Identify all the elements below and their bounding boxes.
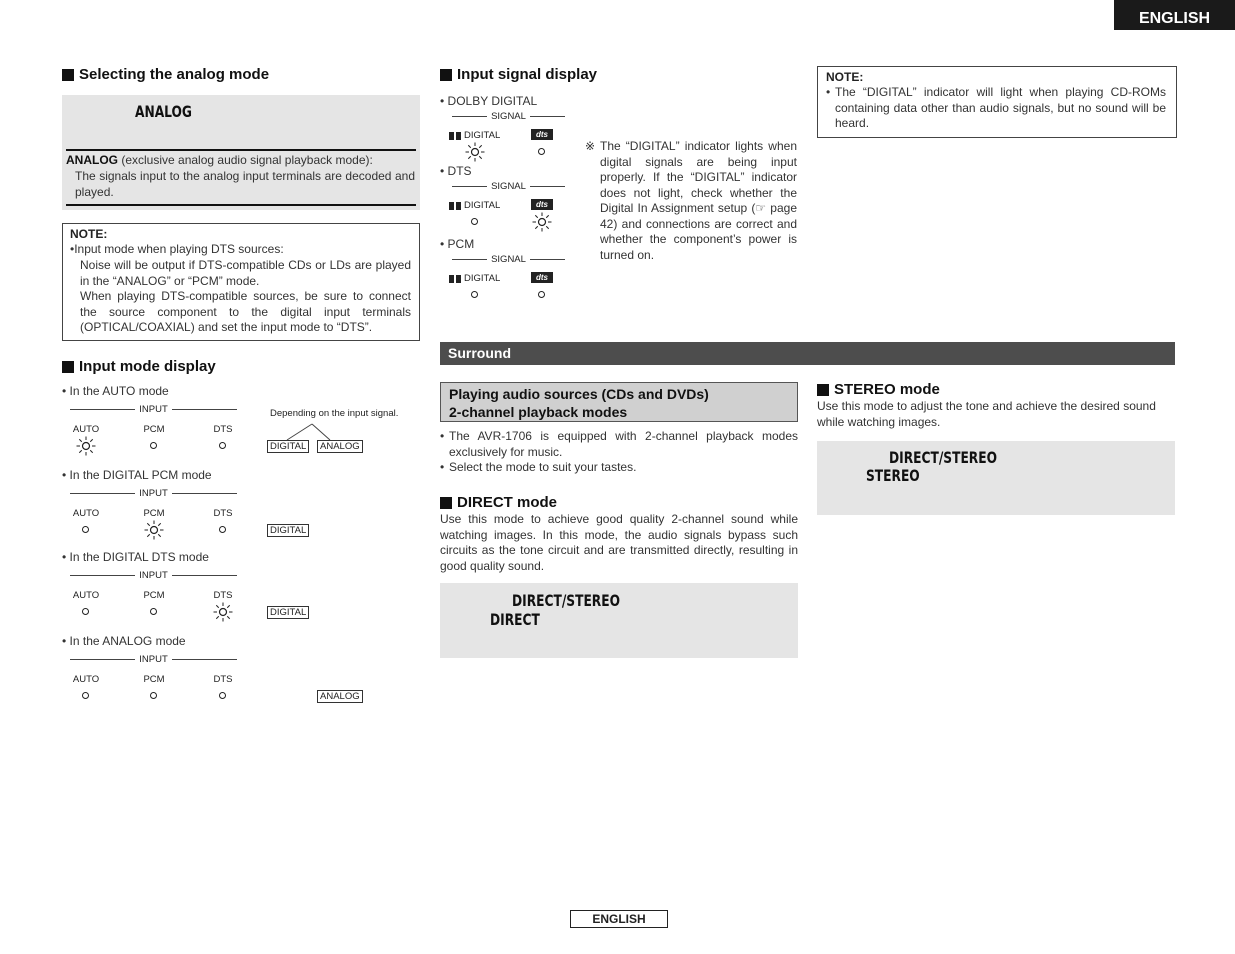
square-bullet-icon: [440, 69, 452, 81]
indicator-off-icon: [82, 608, 89, 615]
list-item: • Select the mode to suit your tastes.: [440, 460, 637, 474]
indicator-off-icon: [471, 291, 478, 298]
direct-display-box: [440, 583, 798, 658]
depending-note: Depending on the input signal.: [270, 408, 399, 419]
analog-desc-box: [62, 147, 420, 210]
square-bullet-icon: [62, 361, 74, 373]
signal-item-label: • DOLBY DIGITAL: [440, 94, 538, 108]
direct-mode-desc: Use this mode to achieve good quality 2-channel sound while watching images. In this mode, the audio signals bypass such circuits as the tone circuit and are transmitted directly, resulting in good quality sound.: [440, 512, 798, 573]
stereo-mode-heading: [817, 381, 940, 398]
divider: [66, 149, 416, 151]
dts-note-box: [62, 223, 420, 341]
analog-indicator-badge: ANALOG: [317, 440, 363, 453]
indicator-lit-icon: [143, 519, 165, 541]
indicator-label: PCM: [143, 674, 165, 685]
analog-term: ANALOG: [66, 153, 118, 167]
direct-display-line-2: DIRECT: [490, 610, 540, 629]
language-tab: ENGLISH: [1114, 0, 1235, 30]
playback-title-line-2: 2-channel playback modes: [449, 404, 628, 420]
analog-indicator-badge: ANALOG: [317, 690, 363, 703]
direct-mode-heading: [440, 494, 557, 511]
dolby-digital-indicator: DIGITAL: [449, 130, 500, 141]
indicator-lit-icon: [75, 435, 97, 457]
analog-term-line: [66, 153, 416, 169]
indicator-off-icon: [219, 692, 226, 699]
digital-indicator-badge: DIGITAL: [267, 524, 309, 537]
mode-label: • In the AUTO mode: [62, 384, 169, 398]
input-mode-title: Input mode display: [79, 358, 216, 375]
signal-item-label: • DTS: [440, 164, 472, 178]
indicator-lit-icon: [464, 141, 486, 163]
divider: [66, 204, 416, 206]
note-bullet: •Input mode when playing DTS sources:: [70, 242, 284, 256]
indicator-off-icon: [82, 526, 89, 533]
indicator-label: AUTO: [72, 674, 100, 685]
direct-mode-title: DIRECT mode: [457, 494, 558, 511]
indicator-off-icon: [538, 291, 545, 298]
indicator-label: AUTO: [72, 590, 100, 601]
analog-display-text: ANALOG: [135, 102, 192, 121]
note-mark: ※: [585, 139, 596, 153]
indicator-off-icon: [82, 692, 89, 699]
stereo-display-line-1: DIRECT/STEREO: [889, 448, 997, 467]
indicator-label: DTS: [213, 590, 233, 601]
stereo-mode-title: STEREO mode: [834, 381, 940, 398]
dolby-dd-icon: [449, 132, 461, 140]
indicator-label: PCM: [143, 508, 165, 519]
dolby-dd-icon: [449, 202, 461, 210]
dolby-digital-indicator: DIGITAL: [449, 273, 500, 284]
indicator-label: PCM: [143, 590, 165, 601]
input-group-label: INPUT: [70, 404, 237, 415]
playback-title-line-1: Playing audio sources (CDs and DVDs): [449, 386, 709, 402]
analog-desc: The signals input to the analog input terminals are decoded and played.: [75, 169, 415, 199]
playback-modes-title-box: [440, 382, 798, 422]
mode-label: • In the ANALOG mode: [62, 634, 186, 648]
note-title: NOTE:: [826, 70, 864, 84]
input-signal-title: Input signal display: [457, 66, 598, 83]
square-bullet-icon: [62, 69, 74, 81]
stereo-display-box: [817, 441, 1175, 515]
indicator-off-icon: [471, 218, 478, 225]
analog-display-box: [62, 95, 420, 147]
footer-language-label: ENGLISH: [570, 910, 668, 928]
dolby-digital-indicator: DIGITAL: [449, 200, 500, 211]
input-mode-heading: [62, 358, 216, 375]
indicator-label: DTS: [213, 424, 233, 435]
signal-item-label: • PCM: [440, 237, 475, 251]
indicator-label: AUTO: [72, 424, 100, 435]
digital-note-text: The “DIGITAL” indicator will light when playing CD-ROMs containing data other than audio signals, but no sound will be heard.: [835, 85, 1166, 130]
indicator-off-icon: [538, 148, 545, 155]
mode-label: • In the DIGITAL PCM mode: [62, 468, 212, 482]
surround-section-bar: Surround: [440, 342, 1175, 365]
note-paragraph-1: Noise will be output if DTS-compatible CDs or LDs are played in the “ANALOG” or “PCM” mode.: [80, 258, 411, 288]
indicator-lit-icon: [531, 211, 553, 233]
note-paragraph-2: When playing DTS-compatible sources, be sure to connect the source component to the digital input terminals (OPTICAL/COAXIAL) and set the input mode to “DTS”.: [80, 289, 411, 334]
input-group-label: INPUT: [70, 488, 237, 499]
indicator-off-icon: [219, 526, 226, 533]
stereo-mode-desc: Use this mode to adjust the tone and achieve the desired sound while watching images.: [817, 399, 1156, 429]
indicator-lit-icon: [212, 601, 234, 623]
mode-label: • In the DIGITAL DTS mode: [62, 550, 209, 564]
indicator-label: AUTO: [72, 508, 100, 519]
analog-section-title: Selecting the analog mode: [79, 66, 270, 83]
analog-section-heading: [62, 66, 269, 83]
analog-term-desc: (exclusive analog audio signal playback mode):: [121, 153, 373, 167]
indicator-off-icon: [150, 442, 157, 449]
indicator-label: PCM: [143, 424, 165, 435]
stereo-display-line-2: STEREO: [866, 466, 920, 485]
dolby-dd-icon: [449, 275, 461, 283]
dts-logo-icon: dts: [531, 199, 553, 210]
indicator-off-icon: [150, 692, 157, 699]
digital-indicator-badge: DIGITAL: [267, 606, 309, 619]
input-signal-heading: [440, 66, 597, 83]
surround-bullet-list: [440, 429, 798, 476]
dts-logo-icon: dts: [531, 129, 553, 140]
signal-group-label: SIGNAL: [452, 111, 565, 122]
digital-note-box: [817, 66, 1177, 138]
list-item: • The AVR-1706 is equipped with 2-channel playback modes exclusively for music.: [440, 429, 798, 459]
indicator-off-icon: [150, 608, 157, 615]
bullet-dot: •: [826, 85, 831, 99]
indicator-label: DTS: [213, 674, 233, 685]
bracket-lines: [280, 422, 340, 442]
input-group-label: INPUT: [70, 654, 237, 665]
signal-group-label: SIGNAL: [452, 254, 565, 265]
indicator-label: DTS: [213, 508, 233, 519]
signal-group-label: SIGNAL: [452, 181, 565, 192]
digital-indicator-badge: DIGITAL: [267, 440, 309, 453]
square-bullet-icon: [440, 497, 452, 509]
signal-note-text: The “DIGITAL” indicator lights when digital signals are being input properly. If the “DIGITAL” indicator does not light, check whether the Digital In Assignment setup (☞ page 42) and connections are correct and whether the component’s power is turned on.: [600, 139, 797, 262]
square-bullet-icon: [817, 384, 829, 396]
indicator-off-icon: [219, 442, 226, 449]
input-group-label: INPUT: [70, 570, 237, 581]
note-title: NOTE:: [70, 227, 108, 241]
direct-display-line-1: DIRECT/STEREO: [512, 591, 620, 610]
dts-logo-icon: dts: [531, 272, 553, 283]
